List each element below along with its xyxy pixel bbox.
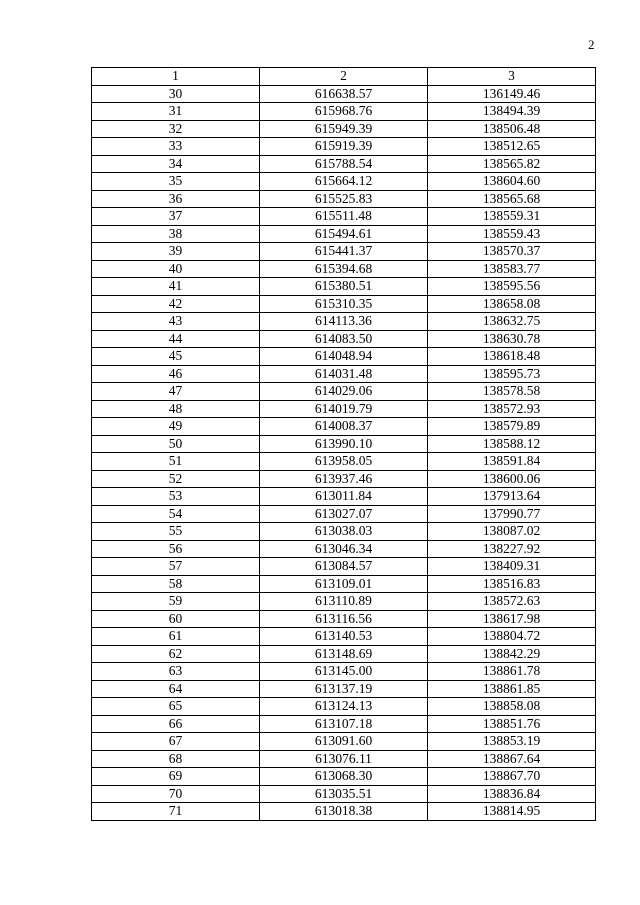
y-coordinate-cell: 138591.84 bbox=[428, 453, 596, 471]
point-number-cell: 71 bbox=[92, 803, 260, 821]
x-coordinate-cell: 613011.84 bbox=[260, 488, 428, 506]
table-row bbox=[92, 768, 596, 786]
table-row bbox=[92, 313, 596, 331]
y-coordinate-cell: 138814.95 bbox=[428, 803, 596, 821]
x-coordinate-cell: 614029.06 bbox=[260, 383, 428, 401]
y-coordinate-cell: 136149.46 bbox=[428, 85, 596, 103]
table-row bbox=[92, 558, 596, 576]
x-coordinate-cell: 613116.56 bbox=[260, 610, 428, 628]
x-coordinate-cell: 615494.61 bbox=[260, 225, 428, 243]
point-number-cell: 59 bbox=[92, 593, 260, 611]
table-row bbox=[92, 330, 596, 348]
y-coordinate-cell: 138494.39 bbox=[428, 103, 596, 121]
point-number-cell: 52 bbox=[92, 470, 260, 488]
table-row bbox=[92, 155, 596, 173]
point-number-cell: 58 bbox=[92, 575, 260, 593]
y-coordinate-cell: 138595.73 bbox=[428, 365, 596, 383]
table-row bbox=[92, 593, 596, 611]
y-coordinate-cell: 138867.70 bbox=[428, 768, 596, 786]
x-coordinate-cell: 613990.10 bbox=[260, 435, 428, 453]
x-coordinate-cell: 613145.00 bbox=[260, 663, 428, 681]
table-row bbox=[92, 225, 596, 243]
x-coordinate-cell: 613148.69 bbox=[260, 645, 428, 663]
x-coordinate-cell: 615441.37 bbox=[260, 243, 428, 261]
point-number-cell: 57 bbox=[92, 558, 260, 576]
y-coordinate-cell: 137990.77 bbox=[428, 505, 596, 523]
point-number-cell: 44 bbox=[92, 330, 260, 348]
y-coordinate-cell: 138851.76 bbox=[428, 715, 596, 733]
point-number-cell: 50 bbox=[92, 435, 260, 453]
point-number-cell: 41 bbox=[92, 278, 260, 296]
point-number-cell: 56 bbox=[92, 540, 260, 558]
x-coordinate-cell: 613958.05 bbox=[260, 453, 428, 471]
x-coordinate-cell: 615511.48 bbox=[260, 208, 428, 226]
table-row bbox=[92, 680, 596, 698]
table-header-row bbox=[92, 68, 596, 86]
point-number-cell: 38 bbox=[92, 225, 260, 243]
point-number-cell: 36 bbox=[92, 190, 260, 208]
y-coordinate-cell: 138595.56 bbox=[428, 278, 596, 296]
point-number-cell: 51 bbox=[92, 453, 260, 471]
x-coordinate-cell: 613109.01 bbox=[260, 575, 428, 593]
x-coordinate-cell: 614083.50 bbox=[260, 330, 428, 348]
y-coordinate-cell: 138842.29 bbox=[428, 645, 596, 663]
x-coordinate-cell: 614048.94 bbox=[260, 348, 428, 366]
point-number-cell: 54 bbox=[92, 505, 260, 523]
x-coordinate-cell: 613038.03 bbox=[260, 523, 428, 541]
point-number-cell: 67 bbox=[92, 733, 260, 751]
table-row bbox=[92, 505, 596, 523]
y-coordinate-cell: 138572.63 bbox=[428, 593, 596, 611]
x-coordinate-cell: 614008.37 bbox=[260, 418, 428, 436]
point-number-cell: 46 bbox=[92, 365, 260, 383]
point-number-cell: 33 bbox=[92, 138, 260, 156]
table-row bbox=[92, 295, 596, 313]
x-coordinate-cell: 613076.11 bbox=[260, 750, 428, 768]
y-coordinate-cell: 138632.75 bbox=[428, 313, 596, 331]
y-coordinate-cell: 138565.68 bbox=[428, 190, 596, 208]
table-row bbox=[92, 803, 596, 821]
y-coordinate-cell: 138512.65 bbox=[428, 138, 596, 156]
table-row bbox=[92, 540, 596, 558]
x-coordinate-cell: 615380.51 bbox=[260, 278, 428, 296]
table-row bbox=[92, 715, 596, 733]
x-coordinate-cell: 613046.34 bbox=[260, 540, 428, 558]
point-number-cell: 31 bbox=[92, 103, 260, 121]
y-coordinate-cell: 138861.78 bbox=[428, 663, 596, 681]
y-coordinate-cell: 138516.83 bbox=[428, 575, 596, 593]
point-number-cell: 43 bbox=[92, 313, 260, 331]
coordinates-table bbox=[91, 67, 596, 821]
table-row bbox=[92, 278, 596, 296]
x-coordinate-cell: 613124.13 bbox=[260, 698, 428, 716]
table-row bbox=[92, 575, 596, 593]
x-coordinate-cell: 613027.07 bbox=[260, 505, 428, 523]
x-coordinate-cell: 613018.38 bbox=[260, 803, 428, 821]
y-coordinate-cell: 138618.48 bbox=[428, 348, 596, 366]
y-coordinate-cell: 138588.12 bbox=[428, 435, 596, 453]
table-row bbox=[92, 103, 596, 121]
y-coordinate-cell: 138559.31 bbox=[428, 208, 596, 226]
x-coordinate-cell: 613937.46 bbox=[260, 470, 428, 488]
x-coordinate-cell: 615788.54 bbox=[260, 155, 428, 173]
x-coordinate-cell: 614113.36 bbox=[260, 313, 428, 331]
y-coordinate-cell: 138583.77 bbox=[428, 260, 596, 278]
y-coordinate-cell: 138836.84 bbox=[428, 785, 596, 803]
point-number-cell: 68 bbox=[92, 750, 260, 768]
table-row bbox=[92, 243, 596, 261]
table-row bbox=[92, 120, 596, 138]
y-coordinate-cell: 138617.98 bbox=[428, 610, 596, 628]
table-row bbox=[92, 785, 596, 803]
y-coordinate-cell: 138579.89 bbox=[428, 418, 596, 436]
x-coordinate-cell: 613137.19 bbox=[260, 680, 428, 698]
table-row bbox=[92, 663, 596, 681]
y-coordinate-cell: 137913.64 bbox=[428, 488, 596, 506]
x-coordinate-cell: 613107.18 bbox=[260, 715, 428, 733]
table-row bbox=[92, 628, 596, 646]
x-coordinate-cell: 614031.48 bbox=[260, 365, 428, 383]
point-number-cell: 42 bbox=[92, 295, 260, 313]
point-number-cell: 61 bbox=[92, 628, 260, 646]
table-row bbox=[92, 523, 596, 541]
point-number-cell: 60 bbox=[92, 610, 260, 628]
point-number-cell: 65 bbox=[92, 698, 260, 716]
table-row bbox=[92, 610, 596, 628]
y-coordinate-cell: 138600.06 bbox=[428, 470, 596, 488]
x-coordinate-cell: 614019.79 bbox=[260, 400, 428, 418]
x-coordinate-cell: 615664.12 bbox=[260, 173, 428, 191]
table-row bbox=[92, 645, 596, 663]
table-row bbox=[92, 85, 596, 103]
x-coordinate-cell: 613110.89 bbox=[260, 593, 428, 611]
point-number-cell: 55 bbox=[92, 523, 260, 541]
x-coordinate-cell: 615919.39 bbox=[260, 138, 428, 156]
y-coordinate-cell: 138861.85 bbox=[428, 680, 596, 698]
column-header-1: 1 bbox=[92, 68, 260, 86]
y-coordinate-cell: 138559.43 bbox=[428, 225, 596, 243]
x-coordinate-cell: 615949.39 bbox=[260, 120, 428, 138]
point-number-cell: 30 bbox=[92, 85, 260, 103]
y-coordinate-cell: 138630.78 bbox=[428, 330, 596, 348]
x-coordinate-cell: 613068.30 bbox=[260, 768, 428, 786]
x-coordinate-cell: 613084.57 bbox=[260, 558, 428, 576]
point-number-cell: 39 bbox=[92, 243, 260, 261]
table-row bbox=[92, 138, 596, 156]
table-row bbox=[92, 348, 596, 366]
y-coordinate-cell: 138570.37 bbox=[428, 243, 596, 261]
point-number-cell: 53 bbox=[92, 488, 260, 506]
y-coordinate-cell: 138804.72 bbox=[428, 628, 596, 646]
y-coordinate-cell: 138565.82 bbox=[428, 155, 596, 173]
table-row bbox=[92, 190, 596, 208]
page-number: 2 bbox=[588, 37, 595, 52]
y-coordinate-cell: 138858.08 bbox=[428, 698, 596, 716]
point-number-cell: 63 bbox=[92, 663, 260, 681]
y-coordinate-cell: 138087.02 bbox=[428, 523, 596, 541]
point-number-cell: 69 bbox=[92, 768, 260, 786]
table-row bbox=[92, 383, 596, 401]
table-row bbox=[92, 733, 596, 751]
table-row bbox=[92, 260, 596, 278]
point-number-cell: 70 bbox=[92, 785, 260, 803]
y-coordinate-cell: 138658.08 bbox=[428, 295, 596, 313]
table-row bbox=[92, 470, 596, 488]
y-coordinate-cell: 138578.58 bbox=[428, 383, 596, 401]
y-coordinate-cell: 138506.48 bbox=[428, 120, 596, 138]
y-coordinate-cell: 138604.60 bbox=[428, 173, 596, 191]
table-row bbox=[92, 400, 596, 418]
table-row bbox=[92, 365, 596, 383]
point-number-cell: 40 bbox=[92, 260, 260, 278]
point-number-cell: 35 bbox=[92, 173, 260, 191]
table-row bbox=[92, 488, 596, 506]
point-number-cell: 47 bbox=[92, 383, 260, 401]
table-row bbox=[92, 435, 596, 453]
x-coordinate-cell: 616638.57 bbox=[260, 85, 428, 103]
point-number-cell: 37 bbox=[92, 208, 260, 226]
y-coordinate-cell: 138867.64 bbox=[428, 750, 596, 768]
table-row bbox=[92, 453, 596, 471]
x-coordinate-cell: 615310.35 bbox=[260, 295, 428, 313]
point-number-cell: 34 bbox=[92, 155, 260, 173]
x-coordinate-cell: 615394.68 bbox=[260, 260, 428, 278]
table-body bbox=[92, 85, 596, 820]
point-number-cell: 64 bbox=[92, 680, 260, 698]
column-header-3: 3 bbox=[428, 68, 596, 86]
table-row bbox=[92, 698, 596, 716]
point-number-cell: 32 bbox=[92, 120, 260, 138]
x-coordinate-cell: 613091.60 bbox=[260, 733, 428, 751]
point-number-cell: 49 bbox=[92, 418, 260, 436]
table-row bbox=[92, 208, 596, 226]
table-row bbox=[92, 750, 596, 768]
point-number-cell: 66 bbox=[92, 715, 260, 733]
x-coordinate-cell: 613140.53 bbox=[260, 628, 428, 646]
table-row bbox=[92, 173, 596, 191]
table-row bbox=[92, 418, 596, 436]
x-coordinate-cell: 615525.83 bbox=[260, 190, 428, 208]
y-coordinate-cell: 138572.93 bbox=[428, 400, 596, 418]
x-coordinate-cell: 613035.51 bbox=[260, 785, 428, 803]
y-coordinate-cell: 138227.92 bbox=[428, 540, 596, 558]
point-number-cell: 48 bbox=[92, 400, 260, 418]
column-header-2: 2 bbox=[260, 68, 428, 86]
y-coordinate-cell: 138853.19 bbox=[428, 733, 596, 751]
point-number-cell: 45 bbox=[92, 348, 260, 366]
point-number-cell: 62 bbox=[92, 645, 260, 663]
y-coordinate-cell: 138409.31 bbox=[428, 558, 596, 576]
x-coordinate-cell: 615968.76 bbox=[260, 103, 428, 121]
